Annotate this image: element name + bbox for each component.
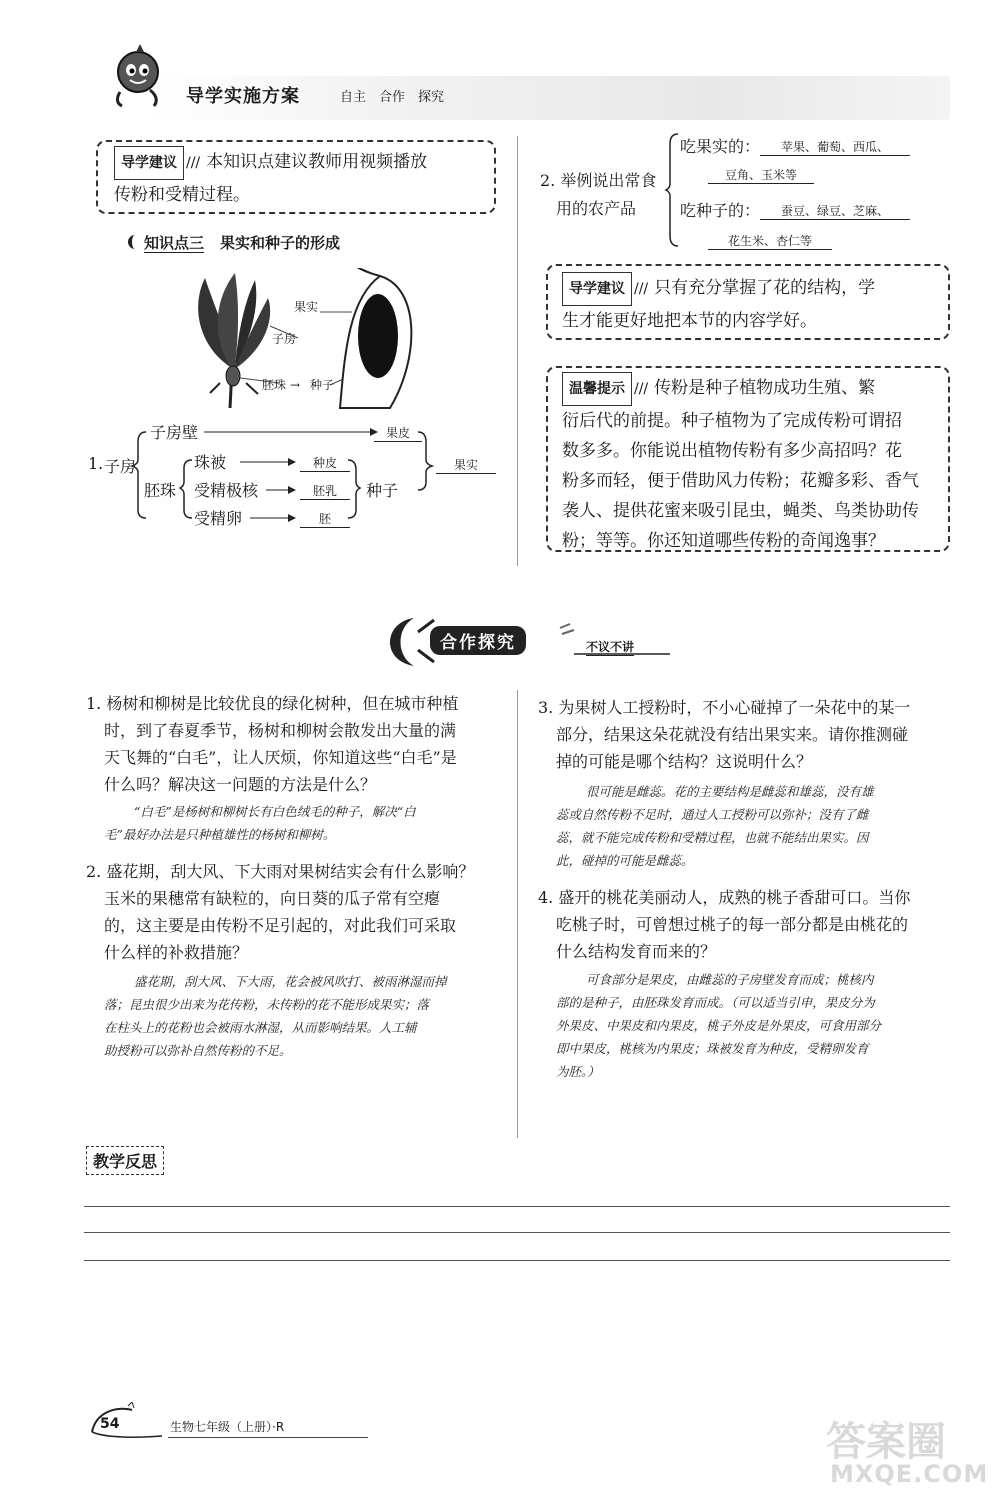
label-ovule: 胚珠: [262, 378, 287, 392]
fruit-illustration: [340, 268, 411, 408]
tree-integument: 珠被: [194, 453, 227, 472]
label-seed: 种子: [310, 378, 335, 392]
a2-line: 助授粉可以弥补自然传粉的不足。: [104, 1043, 292, 1058]
a3-line: 蕊或自然传粉不足时，通过人工授粉可以弥补；没有了雌: [556, 807, 869, 822]
tree-egg: 受精卵: [194, 509, 243, 528]
question-2: [86, 858, 514, 966]
tip-line4: 袭人、提供花蜜来吸引昆虫，蝇类、鸟类协助传: [562, 501, 919, 521]
knowledge-point-title: [128, 232, 340, 253]
q2-line: 什么样的补救措施？: [104, 943, 249, 962]
tip-line3: 粉多而轻，便于借助风力传粉；花瓣多彩、香气: [562, 471, 919, 491]
a4-line: 即中果皮，桃核为内果皮；珠被发育为种皮，受精卵发育: [556, 1041, 869, 1056]
tip-slash: ///: [634, 381, 649, 397]
right-suggestion-line1: 只有充分掌握了花的结构，学: [654, 278, 876, 298]
a3-line: 很可能是雌蕊。花的主要结构是雌蕊和雄蕊，没有雄: [586, 784, 874, 799]
mascot-icon: [100, 42, 170, 112]
q2-right-prompt-line2: 用的农产品: [556, 199, 637, 218]
reflection-line-3: [84, 1260, 950, 1261]
a4-line: 外果皮、中果皮和内果皮，桃子外皮是外果皮，可食用部分: [556, 1018, 882, 1033]
page-number: 54: [100, 1416, 120, 1432]
tree-ovule: 胚珠: [144, 481, 177, 500]
answer-1: [104, 800, 514, 846]
book-title: 生物七年级（上册）·R: [170, 1420, 285, 1434]
flower-illustration: [198, 273, 270, 408]
a3-line: 蕊，就不能完成传粉和受精过程，也就不能结出果实。因: [556, 830, 869, 845]
q2-seed-answer2: 花生米、杏仁等: [708, 232, 832, 250]
label-fruit: 果实: [294, 300, 319, 314]
question-4: [538, 884, 958, 965]
a2-line: 盛花期，刮大风、下大雨，花会被风吹打、被雨淋湿而掉: [134, 974, 447, 989]
q2-line: 玉米的果穗常有缺粒的，向日葵的瓜子常有空瘪: [104, 889, 441, 908]
arrow-ovule-seed: →: [290, 378, 301, 392]
tip-tag: 温馨提示: [562, 372, 632, 406]
answer-2: [104, 970, 514, 1062]
q1-line: 天飞舞的“白毛”，让人厌烦，你知道这些“白毛”是: [104, 748, 457, 767]
a2-line: 落；昆虫很少出来为花传粉，未传粉的花不能形成果实；落: [104, 997, 430, 1012]
answer-pericarp: 果皮: [374, 424, 422, 442]
answer-seed-coat: 种皮: [300, 454, 350, 472]
tip-content: [562, 372, 946, 556]
kp-label: 知识点三: [144, 234, 205, 252]
answer-4: [556, 968, 956, 1083]
a1-line: 毛”最好办法是只种植雄性的杨树和柳树。: [104, 827, 336, 842]
q1-line: 时，到了春夏季节，杨树和柳树会散发出大量的满: [104, 721, 457, 740]
slash-mark-right: ///: [634, 281, 649, 297]
q2-line: 2. 盛花期，刮大风、下大雨对果树结实会有什么影响？: [86, 862, 475, 881]
moon-icon: [128, 235, 142, 249]
a3-line: 此，碰掉的可能是雌蕊。: [556, 853, 694, 868]
tree-polar: 受精极核: [194, 481, 259, 500]
tip-line2: 数多多。你能说出植物传粉有多少高招吗？花: [562, 441, 902, 461]
q3-line: 掉的可能是哪个结构？这说明什么？: [556, 752, 813, 771]
tree-num: 1.: [88, 454, 104, 473]
question-3: [538, 694, 958, 775]
footer-line: [168, 1437, 368, 1438]
a4-line: 部的是种子，由胚珠发育而成。（可以适当引申，果皮分为: [556, 995, 875, 1010]
coop-title: 合作探究: [430, 626, 526, 655]
q4-line: 吃桃子时，可曾想过桃子的每一部分都是由桃花的: [556, 915, 909, 934]
header-title: 导学实施方案: [186, 86, 300, 107]
reflection-title: 教学反思: [86, 1146, 164, 1175]
label-ovary: 子房: [272, 332, 297, 346]
q2-brace: [664, 132, 680, 248]
left-suggestion-content: [114, 146, 486, 210]
top-column-divider: [517, 136, 518, 566]
q4-line: 4. 盛开的桃花美丽动人，成熟的桃子香甜可口。当你: [538, 888, 911, 907]
flower-fruit-diagram: [180, 268, 420, 418]
tip-line0: 传粉是种子植物成功生殖、繁: [654, 378, 876, 398]
answer-3: [556, 780, 956, 872]
bottom-column-divider: [517, 690, 518, 1138]
q1-line: 1. 杨树和柳树是比较优良的绿化树种，但在城市种植: [86, 694, 459, 713]
page-swoosh-icon: [86, 1402, 166, 1442]
suggestion-line1: 本知识点建议教师用视频播放: [206, 152, 428, 172]
q1-line: 什么吗？解决这一问题的方法是什么？: [104, 775, 377, 794]
q2-seed-label: 吃种子的：: [680, 201, 761, 220]
q2-fruit-answer1: 苹果、葡萄、西瓜、: [760, 138, 910, 156]
suggestion-line2: 传粉和受精过程。: [114, 185, 250, 205]
reflection-line-2: [84, 1232, 950, 1233]
answer-fruit: 果实: [436, 456, 496, 474]
q2-fruit-label: 吃果实的：: [680, 137, 761, 156]
q2-right-prompt-line1: 2. 举例说出常食: [540, 171, 657, 190]
suggestion-tag-right: 导学建议: [562, 272, 632, 306]
suggestion-tag: 导学建议: [114, 146, 184, 180]
q2-fruit-answer2: 豆角、玉米等: [708, 166, 814, 184]
coop-subtitle: 不议不讲: [586, 640, 635, 654]
tip-line5: 粉；等等。你还知道哪些传粉的奇闻逸事？: [562, 531, 885, 551]
watermark-bottom: MXQE.COM: [830, 1460, 989, 1488]
q3-line: 3. 为果树人工授粉时，不小心碰掉了一朵花中的某一: [538, 698, 911, 717]
answer-endosperm: 胚乳: [300, 482, 350, 500]
tree-ovary-wall: 子房壁: [150, 423, 199, 442]
q2-seed-answer1: 蚕豆、绿豆、芝麻、: [760, 202, 910, 220]
a1-line: “白毛”是杨树和柳树长有白色绒毛的种子，解决“白: [134, 804, 416, 819]
a4-line: 为胚。）: [556, 1064, 600, 1079]
q4-line: 什么结构发育而来的？: [556, 942, 717, 961]
tip-line1: 衍后代的前提。种子植物为了完成传粉可谓招: [562, 411, 902, 431]
tree-seed: 种子: [366, 481, 399, 500]
a2-line: 在柱头上的花粉也会被雨水淋湿，从而影响结果。人工辅: [104, 1020, 417, 1035]
question-1: [86, 690, 514, 798]
slash-mark: ///: [186, 155, 201, 171]
answer-embryo: 胚: [300, 510, 350, 528]
right-suggestion-content: [562, 272, 942, 336]
tree-root-ovary: 子房: [104, 457, 137, 476]
q3-line: 部分，结果这朵花就没有结出果实来。请你推测碰: [556, 725, 909, 744]
header-subtitle: 自主 合作 探究: [340, 90, 445, 105]
reflection-line-1: [84, 1206, 950, 1207]
q2-line: 的，这主要是由传粉不足引起的，对此我们可采取: [104, 916, 457, 935]
right-suggestion-line2: 生才能更好地把本节的内容学好。: [562, 311, 817, 331]
kp-title-text: 果实和种子的形成: [220, 234, 341, 252]
a4-line: 可食部分是果皮，由雌蕊的子房壁发育而成；桃核内: [586, 972, 874, 987]
watermark-top: 答案圈: [826, 1419, 946, 1465]
